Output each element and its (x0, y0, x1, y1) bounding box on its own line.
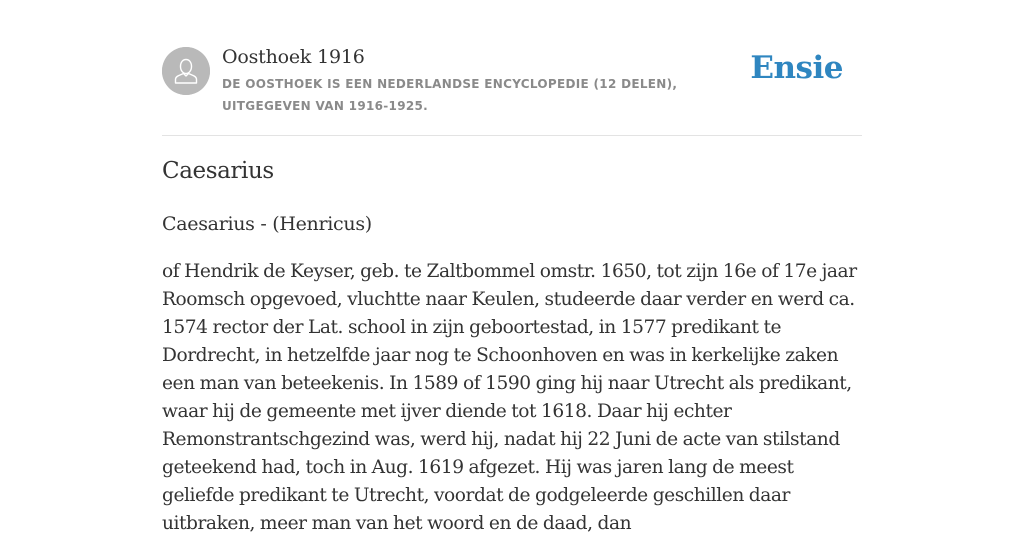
source-title[interactable]: Oosthoek 1916 (222, 46, 365, 68)
source-description: DE OOSTHOEK IS EEN NEDERLANDSE ENCYCLOPEDIE (12 DELEN), UITGEGEVEN VAN 1916-1925. (222, 77, 678, 113)
ensie-logo[interactable]: Ensie (750, 50, 843, 86)
source-header (162, 0, 862, 136)
article-body: of Hendrik de Keyser, geb. te Zaltbommel omstr. 1650, tot zijn 16e of 17e jaar Roomsch opgevoed, vluchtte naar Keulen, studeerde daar verder en werd ca. 1574 rector der Lat. school in zijn geboortestad, in 1577 predikant te Dordrecht, in hetzelfde jaar nog te Schoonhoven en was in kerkelijke zaken een man van beteekenis. In 1589 of 1590 ging hij naar Utrecht als predikant, waar hij de gemeente met ijver diende tot 1618. Daar hij echter Remonstrantschgezind was, werd hij, nadat hij 22 Juni de acte van stilstand geteekend had, toch in Aug. 1619 afgezet. Hij was jaren lang de meest geliefde predikant te Utrecht, voordat de godgeleerde geschillen daar uitbraken, meer man van het woord en de daad, dan (162, 261, 857, 534)
page (162, 0, 862, 534)
user-avatar-icon[interactable] (162, 47, 210, 95)
article-subtitle: Caesarius - (Henricus) (162, 213, 372, 235)
article-title: Caesarius (162, 158, 274, 184)
